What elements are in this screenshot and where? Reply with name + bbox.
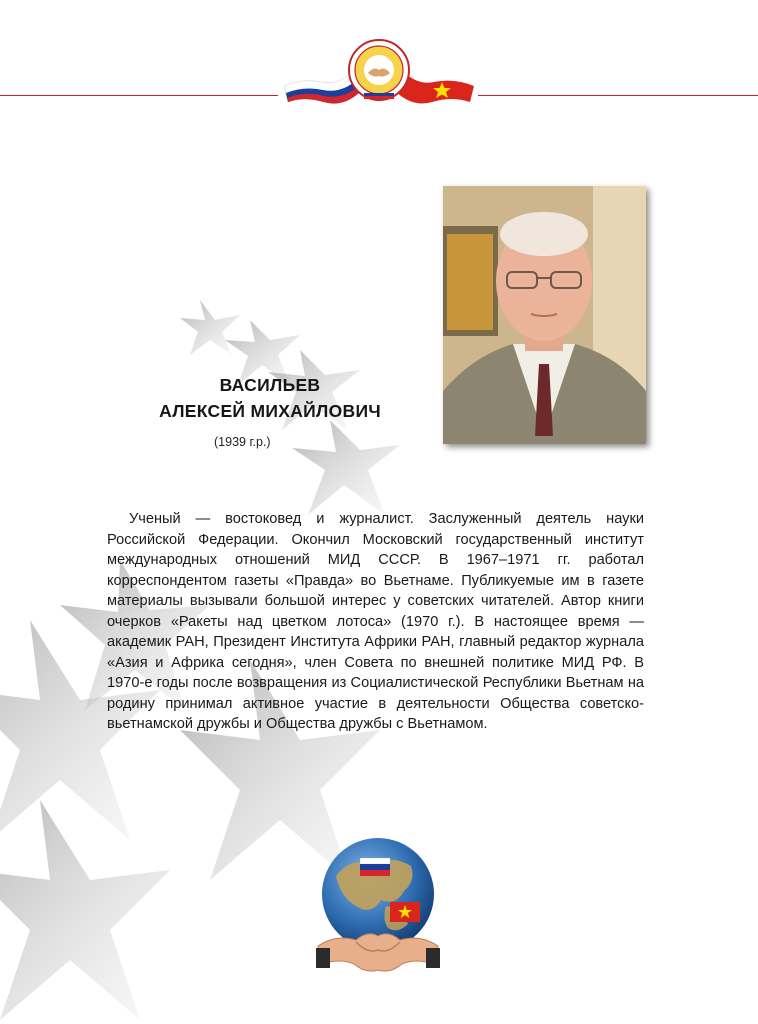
person-given-names: АЛЕКСЕЙ МИХАЙЛОВИЧ [159, 401, 381, 421]
header-rule-right [478, 95, 758, 96]
header-rule-left [0, 95, 278, 96]
person-surname: ВАСИЛЬЕВ [219, 375, 321, 395]
biography-paragraph: Ученый — востоковед и журналист. Заслуженный деятель науки Российской Федерации. Окончил Московский государственный институт международных отношений МИД СССР. В 1967–1971 гг. работал корреспондентом газеты «Правда» во Вьетнаме. Публикуемые им в газете материалы вызывали большой интерес у советских читателей. Автор книги очерков «Ракеты над цветком лотоса» (1970 г.). В настоящее время — академик РАН, Президент Института Африки РАН, главный редактор журнала «Азия и Африка сегодня», член Совета по внешней политике МИД РФ. В 1970-е годы после возвращения из Социалистической Республики Вьетнам на родину принимал активное участие в деятельности Общества советско-вьетнамской дружбы и Общества дружбы с Вьетнамом. [107, 511, 644, 732]
portrait-photo [443, 186, 646, 444]
person-name-block [150, 372, 390, 424]
globe-handshake-flags-icon [316, 836, 440, 984]
person-birth-year: (1939 г.р.) [214, 435, 271, 449]
society-emblem-icon [282, 38, 476, 108]
